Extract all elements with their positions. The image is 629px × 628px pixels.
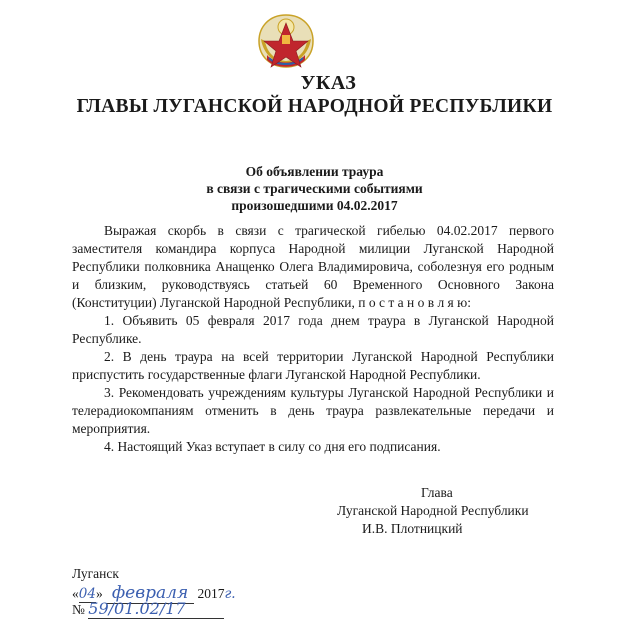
decree-title: УКАЗ [300, 72, 357, 94]
decree-item: 4. Настоящий Указ вступает в силу со дня его подписания. [104, 439, 441, 454]
date-month: февраля [106, 583, 194, 604]
decree-item: 2. В день траура на всей территории Луганской Народной Республики приспустить государственные флаги Луганской Народной Республики. [72, 349, 554, 382]
subject-line: произошедшими 04.02.2017 [231, 198, 398, 213]
number-label: № [72, 602, 85, 617]
decree-subtitle: ГЛАВЫ ЛУГАНСКОЙ НАРОДНОЙ РЕСПУБЛИКИ [76, 96, 553, 117]
subject-line: в связи с трагическими событиями [206, 181, 423, 196]
date-year-suffix: г. [224, 586, 236, 602]
decree-body [72, 222, 554, 456]
signature-position: Глава [421, 485, 453, 500]
coat-of-arms-emblem [253, 11, 319, 71]
subject-line: Об объявлении траура [245, 164, 384, 179]
signature-organization: Луганской Народной Республики [337, 503, 529, 518]
place-of-issue: Луганск [72, 566, 119, 581]
decree-subject [0, 163, 629, 214]
date-year: 2017 [197, 586, 225, 601]
date-day: 04 [78, 586, 96, 602]
signature-name: И.В. Плотницкий [362, 521, 463, 536]
decree-item: 1. Объявить 05 февраля 2017 года днем траура в Луганской Народной Республике. [72, 313, 554, 346]
date-of-issue: «04» февраля 2017г. [72, 583, 236, 603]
decree-number [72, 599, 224, 619]
number-value: 59/01.02/17 [88, 599, 224, 619]
preamble-paragraph: Выражая скорбь в связи с трагической гибелью 04.02.2017 первого заместителя командира корпуса Народной милиции Луганской Народной Республики полковника Анащенко Олега Владимировича, соболезнуя его родным и близким, руководствуясь статьей 60 Временного Основного Закона (Конституции) Луганской Народной Республики, п о с т а н о в л я ю: [72, 223, 554, 310]
decree-item: 3. Рекомендовать учреждениям культуры Луганской Народной Республики и телерадиокомпаниям отменить в день траура развлекательные передачи и мероприятия. [72, 385, 554, 436]
